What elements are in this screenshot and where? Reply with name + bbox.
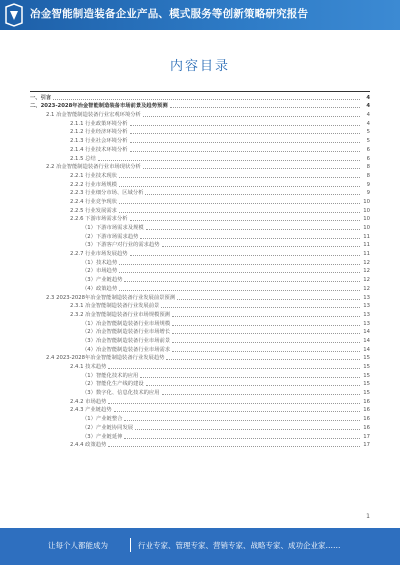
toc-entry[interactable] (30, 206, 370, 215)
toc-entry-text: （4）冶金智能制造装备行业市场需求 (82, 346, 171, 353)
toc-entry-page: 16 (363, 416, 370, 423)
toc-entry-text: 2.1.2 行业经济环境分析 (70, 129, 128, 136)
toc-entry-text: （3）产业链趋势 (82, 277, 123, 284)
toc-entry[interactable] (30, 223, 370, 232)
toc-entry-text: （1）产业链整合 (82, 416, 123, 423)
footer-tagline: 行业专家、管理专家、营销专家、战略专家、成功企业家…… (138, 541, 341, 550)
toc-entry[interactable] (30, 145, 370, 154)
toc-leader-dots (130, 220, 360, 221)
toc-entry-page: 4 (366, 120, 370, 127)
toc-entry-text: 2.4.2 市场趋势 (70, 398, 107, 405)
toc-entry[interactable] (30, 345, 370, 354)
toc-leader-dots (119, 186, 360, 187)
toc-entry-text: 2.2.7 行业市场发展趋势 (70, 251, 128, 258)
toc-entry[interactable] (30, 328, 370, 337)
toc-entry-page: 10 (363, 225, 370, 231)
toc-entry-text: 2.1.3 行业社会环境分析 (70, 138, 128, 145)
toc-leader-dots (119, 290, 360, 291)
toc-leader-dots (140, 377, 360, 378)
toc-entry[interactable] (30, 371, 370, 380)
toc-entry-page: 11 (363, 233, 370, 240)
toc-entry-text: 2.2.6 下游市场需求分析 (70, 216, 128, 223)
toc-leader-dots (170, 107, 360, 108)
toc-entry[interactable] (30, 267, 370, 276)
toc-entry-page: 16 (363, 398, 370, 405)
toc-entry-page: 17 (363, 433, 370, 440)
toc-entry-page: 9 (366, 181, 370, 188)
toc-leader-dots (172, 316, 360, 317)
page-number: 1 (366, 513, 370, 520)
toc-leader-dots (130, 125, 360, 126)
toc-entry-page: 9 (366, 190, 370, 197)
toc-leader-dots (108, 403, 360, 404)
toc-entry-page: 15 (363, 364, 370, 370)
toc-entry-page: 13 (363, 294, 370, 301)
toc-entry[interactable] (30, 128, 370, 137)
toc-entry[interactable] (30, 215, 370, 224)
toc-leader-dots (130, 142, 360, 143)
toc-entry-text: （1）下游市场需求及规模 (82, 225, 144, 231)
toc-entry[interactable] (30, 110, 370, 119)
toc-leader-dots (166, 359, 360, 360)
toc-entry[interactable] (30, 93, 370, 102)
toc-entry[interactable] (30, 310, 370, 319)
toc-leader-dots (124, 281, 360, 282)
toc-leader-dots (119, 212, 360, 213)
toc-entry-page: 4 (366, 103, 370, 110)
toc-entry-text: （2）产业链协同发展 (82, 424, 134, 431)
toc-entry-page: 5 (366, 129, 370, 136)
toc-leader-dots (146, 229, 360, 230)
toc-entry-page: 6 (366, 146, 370, 153)
page-footer (0, 528, 400, 565)
toc-entry-page: 5 (366, 138, 370, 145)
toc-entry-text: （2）市场趋势 (82, 268, 118, 275)
toc-entry-text: 2.3 2023-2028年冶金智能制造装备行业发展前景预测 (46, 294, 176, 301)
toc-entry-page: 10 (363, 216, 370, 223)
toc-leader-dots (130, 151, 360, 152)
toc-entry-text: （3）冶金智能制造装备行业市场前景 (82, 337, 171, 344)
toc-entry-page: 12 (363, 277, 370, 284)
toc-entry-page: 4 (366, 94, 370, 101)
toc-entry[interactable] (30, 293, 370, 302)
toc-entry-text: （2）智能化生产线的建设 (82, 381, 144, 388)
toc-entry-text: 2.2.1 行业技术现状 (70, 172, 117, 179)
toc-entry-page: 11 (363, 242, 370, 249)
toc-leader-dots (143, 168, 360, 169)
toc-entry-page: 16 (363, 424, 370, 431)
toc-entry-text: 2.4.4 政策趋势 (70, 442, 107, 449)
toc-leader-dots (119, 264, 360, 265)
toc-entry-page: 10 (363, 207, 370, 214)
toc-leader-dots (172, 333, 360, 334)
toc-entry[interactable] (30, 136, 370, 145)
toc-entry-text: 2.2 冶金智能制造装备行业市场现状分析 (46, 164, 141, 171)
toc-entry[interactable] (30, 258, 370, 267)
toc-leader-dots (119, 203, 360, 204)
toc-entry-page: 15 (363, 372, 370, 379)
toc-entry[interactable] (30, 189, 370, 198)
toc-leader-dots (119, 177, 360, 178)
toc-entry-text: 一、引言 (30, 94, 52, 101)
toc-entry[interactable] (30, 232, 370, 241)
toc-entry-text: （2）冶金智能制造装备行业市场增长 (82, 329, 171, 336)
toc-leader-dots (124, 420, 360, 421)
toc-leader-dots (130, 133, 360, 134)
toc-entry-page: 15 (363, 390, 370, 397)
toc-entry[interactable] (30, 354, 370, 363)
toc-entry-text: 2.1.1 行业政策环境分析 (70, 120, 128, 127)
toc-leader-dots (119, 272, 360, 273)
toc-entry-text: （1）技术趋势 (82, 259, 118, 266)
toc-entry-text: 2.2.4 行业竞争现状 (70, 198, 117, 205)
toc-entry-text: （4）政策趋势 (82, 285, 118, 292)
toc-entry-text: 2.1.5 总结 (70, 155, 96, 162)
toc-leader-dots (172, 325, 360, 326)
toc-entry-text: 二、2023-2028年冶金智能制造装备市场前景及趋势预测 (30, 103, 168, 110)
toc-entry-page: 13 (363, 303, 370, 310)
toc-entry[interactable] (30, 406, 370, 415)
toc-entry[interactable] (30, 171, 370, 180)
toc-entry-text: （2）下游市场需求趋势 (82, 233, 139, 240)
toc-leader-dots (108, 446, 360, 447)
toc-leader-dots (108, 368, 360, 369)
footer-divider (130, 538, 131, 552)
toc-leader-dots (177, 299, 360, 300)
toc-entry[interactable] (30, 362, 370, 371)
toc-entry[interactable] (30, 119, 370, 128)
toc-leader-dots (161, 307, 360, 308)
footer-slogan: 让每个人都能成为 (48, 541, 108, 550)
toc-leader-dots (145, 194, 360, 195)
toc-leader-dots (162, 246, 360, 247)
toc-entry[interactable] (30, 249, 370, 258)
toc-leader-dots (53, 99, 360, 100)
toc-entry[interactable] (30, 336, 370, 345)
toc-entry-page: 13 (363, 320, 370, 327)
toc-leader-dots (135, 429, 360, 430)
page-header (0, 0, 400, 30)
toc-entry-text: （3）下游客户对行业的需求趋势 (82, 242, 160, 249)
toc-entry-text: 2.2.2 行业市场规模 (70, 181, 117, 188)
toc-entry-page: 14 (363, 346, 370, 353)
toc-leader-dots (143, 116, 360, 117)
toc-entry-page: 15 (363, 381, 370, 388)
toc-entry-page: 6 (366, 155, 370, 162)
toc-entry[interactable] (30, 284, 370, 293)
toc-entry-text: （1）智能化技术的应用 (82, 372, 139, 379)
toc-entry-text: 2.4 2023-2028年冶金智能制造装备行业发展趋势 (46, 355, 165, 362)
toc-entry-page: 8 (366, 172, 370, 179)
toc-entry[interactable] (30, 241, 370, 250)
toc-entry[interactable] (30, 163, 370, 172)
toc-entry[interactable] (30, 275, 370, 284)
toc-entry-page: 4 (366, 112, 370, 119)
toc-heading: 内容目录 (169, 59, 230, 74)
toc-leader-dots (162, 394, 360, 395)
table-of-contents (30, 93, 370, 449)
toc-entry[interactable] (30, 154, 370, 163)
toc-entry-page: 12 (363, 285, 370, 292)
logo-icon (4, 3, 24, 27)
toc-entry-page: 12 (363, 268, 370, 275)
toc-leader-dots (146, 385, 360, 386)
toc-entry-text: 2.2.3 行业细分市场、区域分析 (70, 190, 144, 197)
toc-leader-dots (130, 255, 360, 256)
toc-entry-text: （1）冶金智能制造装备行业市场规模 (82, 320, 171, 327)
toc-entry-text: （3）数字化、信息化技术的应用 (82, 390, 160, 397)
toc-entry-text: 2.1.4 行业技术环境分析 (70, 146, 128, 153)
toc-divider (30, 91, 370, 92)
toc-entry[interactable] (30, 180, 370, 189)
toc-entry-page: 16 (363, 407, 370, 414)
toc-leader-dots (124, 438, 360, 439)
toc-leader-dots (172, 351, 360, 352)
toc-entry-text: 2.3.1 冶金智能制造装备行业发展前景 (70, 303, 160, 310)
toc-entry-page: 10 (363, 198, 370, 205)
toc-entry-page: 8 (366, 164, 370, 171)
toc-entry-text: 2.2.5 行业发展需求 (70, 207, 117, 214)
toc-entry-page: 15 (363, 355, 370, 362)
toc-entry-page: 14 (363, 329, 370, 336)
toc-entry-text: 2.1 冶金智能制造装备行业宏观环境分析 (46, 112, 141, 119)
report-title: 冶金智能制造装备企业产品、模式服务等创新策略研究报告 (30, 8, 309, 20)
toc-leader-dots (172, 342, 360, 343)
toc-entry[interactable] (30, 388, 370, 397)
toc-entry-text: 2.3.2 冶金智能制造装备行业市场规模预测 (70, 311, 170, 318)
toc-entry-page: 12 (363, 259, 370, 266)
toc-entry[interactable] (30, 432, 370, 441)
toc-leader-dots (140, 238, 360, 239)
toc-entry-page: 11 (363, 251, 370, 258)
toc-entry-page: 17 (363, 442, 370, 449)
toc-entry-text: 2.4.3 产业链趋势 (70, 407, 112, 414)
toc-entry[interactable] (30, 102, 370, 111)
toc-entry[interactable] (30, 197, 370, 206)
toc-entry-text: （3）产业链延伸 (82, 433, 123, 440)
toc-entry[interactable] (30, 397, 370, 406)
toc-entry[interactable] (30, 414, 370, 423)
toc-leader-dots (98, 160, 360, 161)
toc-entry[interactable] (30, 302, 370, 311)
toc-entry-page: 14 (363, 337, 370, 344)
toc-entry-page: 13 (363, 311, 370, 318)
toc-entry[interactable] (30, 319, 370, 328)
toc-entry-text: 2.4.1 技术趋势 (70, 364, 107, 370)
toc-entry[interactable] (30, 423, 370, 432)
toc-leader-dots (114, 411, 360, 412)
toc-entry[interactable] (30, 441, 370, 450)
toc-entry[interactable] (30, 380, 370, 389)
